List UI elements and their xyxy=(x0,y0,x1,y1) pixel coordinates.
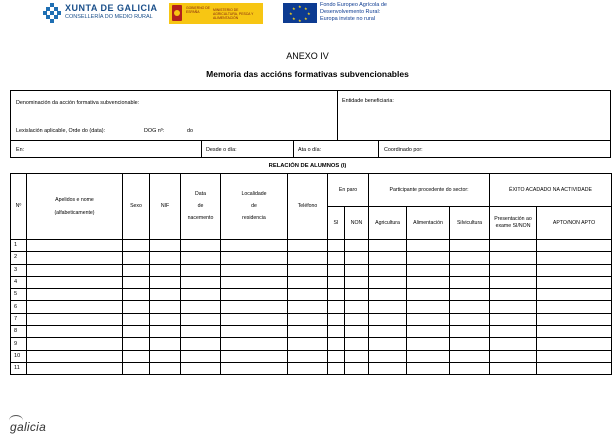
table-cell[interactable] xyxy=(288,350,328,362)
coordinado-label: Coordinado por: xyxy=(384,147,423,153)
table-cell[interactable] xyxy=(221,289,288,301)
header-en-paro: En paro xyxy=(328,174,369,207)
table-cell[interactable] xyxy=(345,240,369,252)
table-cell[interactable] xyxy=(345,252,369,264)
table-cell[interactable] xyxy=(123,289,150,301)
header-nif: NIF xyxy=(150,174,181,240)
table-cell[interactable] xyxy=(123,240,150,252)
table-cell[interactable] xyxy=(328,313,345,325)
header-sexo: Sexo xyxy=(123,174,150,240)
table-row xyxy=(11,289,612,301)
table-cell[interactable] xyxy=(450,362,490,374)
table-cell[interactable] xyxy=(123,338,150,350)
feader-line-2: Desenvolvemento Rural: xyxy=(320,9,381,15)
table-cell[interactable] xyxy=(328,240,345,252)
table-cell[interactable] xyxy=(345,289,369,301)
table-cell[interactable] xyxy=(181,264,221,276)
row-number: 4 xyxy=(11,276,27,288)
table-cell[interactable] xyxy=(181,362,221,374)
feader-line-3: Europa inviste no rural xyxy=(320,16,376,22)
table-cell[interactable] xyxy=(490,338,537,350)
table-cell[interactable] xyxy=(221,338,288,350)
table-cell[interactable] xyxy=(27,264,123,276)
table-cell[interactable] xyxy=(537,301,612,313)
table-cell[interactable] xyxy=(450,276,490,288)
table-cell[interactable] xyxy=(328,301,345,313)
table-cell[interactable] xyxy=(27,240,123,252)
header-data-1: Data xyxy=(195,191,206,197)
table-cell[interactable] xyxy=(221,264,288,276)
table-cell[interactable] xyxy=(328,362,345,374)
table-cell[interactable] xyxy=(450,301,490,313)
table-row xyxy=(11,264,612,276)
table-cell[interactable] xyxy=(150,362,181,374)
table-cell[interactable] xyxy=(450,326,490,338)
table-cell[interactable] xyxy=(123,326,150,338)
table-cell[interactable] xyxy=(181,338,221,350)
en-label: En: xyxy=(16,147,25,153)
entidade-label: Entidade beneficiaria: xyxy=(342,98,394,104)
table-cell[interactable] xyxy=(123,264,150,276)
row-number: 7 xyxy=(11,313,27,325)
table-cell[interactable] xyxy=(345,350,369,362)
row-number: 10 xyxy=(11,350,27,362)
table-cell[interactable] xyxy=(181,240,221,252)
table-cell[interactable] xyxy=(450,252,490,264)
table-cell[interactable] xyxy=(150,338,181,350)
feader-text xyxy=(320,2,387,23)
en-field[interactable] xyxy=(10,140,202,158)
table-cell[interactable] xyxy=(221,301,288,313)
table-cell[interactable] xyxy=(490,240,537,252)
table-cell[interactable] xyxy=(537,313,612,325)
galicia-logo: galicia xyxy=(10,420,47,434)
table-cell[interactable] xyxy=(407,301,450,313)
students-table xyxy=(10,173,612,375)
gobierno-logo xyxy=(169,3,263,24)
table-cell[interactable] xyxy=(181,301,221,313)
header-alimentacion: Alimentación xyxy=(407,207,450,240)
table-row xyxy=(11,252,612,264)
header-n: Nº xyxy=(11,174,27,240)
table-cell[interactable] xyxy=(369,313,407,325)
feader-line-1: Fondo Europeo Agrícola de xyxy=(320,2,387,8)
table-cell[interactable] xyxy=(328,326,345,338)
table-cell[interactable] xyxy=(369,326,407,338)
table-cell[interactable] xyxy=(407,326,450,338)
table-cell[interactable] xyxy=(27,276,123,288)
table-cell[interactable] xyxy=(221,252,288,264)
table-cell[interactable] xyxy=(150,326,181,338)
table-cell[interactable] xyxy=(407,313,450,325)
table-cell[interactable] xyxy=(490,362,537,374)
table-cell[interactable] xyxy=(123,362,150,374)
table-cell[interactable] xyxy=(288,326,328,338)
table-cell[interactable] xyxy=(150,350,181,362)
row-number: 3 xyxy=(11,264,27,276)
table-cell[interactable] xyxy=(369,289,407,301)
table-cell[interactable] xyxy=(181,350,221,362)
table-cell[interactable] xyxy=(369,240,407,252)
header-apelidos-sub: (alfabeticamente) xyxy=(54,209,95,216)
table-cell[interactable] xyxy=(288,264,328,276)
row-number: 11 xyxy=(11,362,27,374)
table-cell[interactable] xyxy=(27,313,123,325)
table-cell[interactable] xyxy=(123,313,150,325)
ministerio-text: MINISTERIO DE AGRICULTURA, PESCA Y ALIMENTACIÓN xyxy=(213,8,254,20)
table-cell[interactable] xyxy=(328,338,345,350)
row-number: 1 xyxy=(11,240,27,252)
header-localidade-2: de xyxy=(251,203,257,209)
header-telefono: Teléfono xyxy=(288,174,328,240)
table-cell[interactable] xyxy=(490,289,537,301)
table-row xyxy=(11,326,612,338)
header-presentacion: Presentación ao exame SI/NON xyxy=(490,207,537,240)
table-cell[interactable] xyxy=(490,350,537,362)
table-cell[interactable] xyxy=(150,264,181,276)
header-silvicultura: Silvicultura xyxy=(450,207,490,240)
table-cell[interactable] xyxy=(345,301,369,313)
table-body xyxy=(11,240,612,375)
table-cell[interactable] xyxy=(450,350,490,362)
table-cell[interactable] xyxy=(407,252,450,264)
xunta-subtitle: CONSELLERÍA DO MEDIO RURAL xyxy=(65,14,153,20)
row-number: 5 xyxy=(11,289,27,301)
table-cell[interactable] xyxy=(221,326,288,338)
header-agricultura: Agricultura xyxy=(369,207,407,240)
table-cell[interactable] xyxy=(369,338,407,350)
table-cell[interactable] xyxy=(345,276,369,288)
table-cell[interactable] xyxy=(150,289,181,301)
table-row xyxy=(11,362,612,374)
table-cell[interactable] xyxy=(407,264,450,276)
table-cell[interactable] xyxy=(328,289,345,301)
table-cell[interactable] xyxy=(150,301,181,313)
header-localidade-1: Localidade xyxy=(241,191,267,197)
table-cell[interactable] xyxy=(450,240,490,252)
table-cell[interactable] xyxy=(288,289,328,301)
table-cell[interactable] xyxy=(407,338,450,350)
table-cell[interactable] xyxy=(407,362,450,374)
table-cell[interactable] xyxy=(150,276,181,288)
table-cell[interactable] xyxy=(345,338,369,350)
table-cell[interactable] xyxy=(345,326,369,338)
table-cell[interactable] xyxy=(123,301,150,313)
table-cell[interactable] xyxy=(181,276,221,288)
table-cell[interactable] xyxy=(288,276,328,288)
table-cell[interactable] xyxy=(407,240,450,252)
dog-label: DOG nº: xyxy=(144,128,165,134)
header-data xyxy=(181,174,221,240)
table-cell[interactable] xyxy=(407,276,450,288)
table-row xyxy=(11,301,612,313)
table-cell[interactable] xyxy=(27,289,123,301)
table-cell[interactable] xyxy=(490,264,537,276)
table-cell[interactable] xyxy=(221,362,288,374)
row-number: 6 xyxy=(11,301,27,313)
table-cell[interactable] xyxy=(537,326,612,338)
header-apto: APTO/NON APTO xyxy=(537,207,612,240)
table-row xyxy=(11,240,612,252)
header-non: NON xyxy=(345,207,369,240)
header-data-3: nacemento xyxy=(187,215,214,221)
table-cell[interactable] xyxy=(221,350,288,362)
header-si: SI xyxy=(328,207,345,240)
header-exito: ÉXITO ACADADO NA ACTIVIDADE xyxy=(490,174,612,207)
table-cell[interactable] xyxy=(288,301,328,313)
table-cell[interactable] xyxy=(369,252,407,264)
table-cell[interactable] xyxy=(150,240,181,252)
table-cell[interactable] xyxy=(328,264,345,276)
table-cell[interactable] xyxy=(221,313,288,325)
table-cell[interactable] xyxy=(221,276,288,288)
table-cell[interactable] xyxy=(328,276,345,288)
header-data-2: de xyxy=(197,203,204,209)
table-cell[interactable] xyxy=(181,252,221,264)
table-cell[interactable] xyxy=(288,240,328,252)
table-cell[interactable] xyxy=(288,362,328,374)
table-cell[interactable] xyxy=(181,326,221,338)
table-title: RELACIÓN DE ALUMNOS (I) xyxy=(268,163,347,169)
table-cell[interactable] xyxy=(123,350,150,362)
table-cell[interactable] xyxy=(490,326,537,338)
table-cell[interactable] xyxy=(537,264,612,276)
table-row xyxy=(11,338,612,350)
table-cell[interactable] xyxy=(407,350,450,362)
spain-shield-icon xyxy=(172,5,182,21)
table-cell[interactable] xyxy=(288,313,328,325)
table-cell[interactable] xyxy=(450,264,490,276)
table-cell[interactable] xyxy=(345,264,369,276)
header-localidade xyxy=(221,174,288,240)
desde-field[interactable] xyxy=(201,140,294,158)
row-number: 8 xyxy=(11,326,27,338)
table-cell[interactable] xyxy=(288,338,328,350)
table-cell[interactable] xyxy=(181,289,221,301)
table-cell[interactable] xyxy=(490,252,537,264)
table-cell[interactable] xyxy=(221,240,288,252)
ata-field[interactable] xyxy=(293,140,379,158)
header-sector: Participante procedente do sector: xyxy=(369,174,490,207)
table-cell[interactable] xyxy=(27,338,123,350)
denominacion-label: Denominación da acción formativa subvencionable: xyxy=(16,100,140,106)
table-cell[interactable] xyxy=(369,301,407,313)
table-cell[interactable] xyxy=(490,301,537,313)
table-row xyxy=(11,313,612,325)
table-cell[interactable] xyxy=(181,313,221,325)
gobierno-text: GOBIERNO DE ESPAÑA xyxy=(186,6,210,14)
ata-label: Ata o día: xyxy=(298,147,322,153)
table-cell[interactable] xyxy=(450,313,490,325)
row-number: 2 xyxy=(11,252,27,264)
row-number: 9 xyxy=(11,338,27,350)
table-cell[interactable] xyxy=(537,276,612,288)
desde-label: Desde o día: xyxy=(206,147,237,153)
table-cell[interactable] xyxy=(123,276,150,288)
table-cell[interactable] xyxy=(123,252,150,264)
table-cell[interactable] xyxy=(150,313,181,325)
table-cell[interactable] xyxy=(345,313,369,325)
entidade-box[interactable] xyxy=(337,90,611,141)
table-cell[interactable] xyxy=(537,362,612,374)
document-title: Memoria das accións formativas subvencionables xyxy=(206,69,409,79)
table-cell[interactable] xyxy=(369,264,407,276)
table-cell[interactable] xyxy=(328,350,345,362)
table-cell[interactable] xyxy=(27,350,123,362)
header-apelidos-label: Apelidos e nome xyxy=(55,196,94,203)
table-cell[interactable] xyxy=(369,350,407,362)
table-cell[interactable] xyxy=(328,252,345,264)
table-cell[interactable] xyxy=(490,276,537,288)
table-cell[interactable] xyxy=(537,240,612,252)
annex-label: ANEXO IV xyxy=(286,51,329,61)
table-cell[interactable] xyxy=(27,252,123,264)
lexislacion-label: Lexislación aplicable, Orde do (data): xyxy=(16,128,105,134)
coordinado-field[interactable] xyxy=(378,140,611,158)
denominacion-box[interactable] xyxy=(10,90,338,141)
table-row xyxy=(11,276,612,288)
table-cell[interactable] xyxy=(537,338,612,350)
table-row xyxy=(11,350,612,362)
table-cell[interactable] xyxy=(369,276,407,288)
table-cell[interactable] xyxy=(537,350,612,362)
table-cell[interactable] xyxy=(27,301,123,313)
table-cell[interactable] xyxy=(450,338,490,350)
table-cell[interactable] xyxy=(150,252,181,264)
header-localidade-3: residencia xyxy=(242,215,266,221)
table-cell[interactable] xyxy=(27,326,123,338)
header-apelidos xyxy=(27,174,123,240)
table-cell[interactable] xyxy=(537,289,612,301)
table-cell[interactable] xyxy=(369,362,407,374)
eu-flag-icon: ★ ★ ★ ★ ★ ★ ★ ★ xyxy=(283,3,317,23)
xunta-logo xyxy=(43,3,163,25)
table-cell[interactable] xyxy=(27,362,123,374)
table-cell[interactable] xyxy=(288,252,328,264)
table-cell[interactable] xyxy=(450,289,490,301)
table-cell[interactable] xyxy=(407,289,450,301)
table-cell[interactable] xyxy=(537,252,612,264)
xunta-cross-icon xyxy=(43,3,61,23)
table-cell[interactable] xyxy=(490,313,537,325)
xunta-title: XUNTA DE GALICIA xyxy=(65,3,158,13)
table-cell[interactable] xyxy=(345,362,369,374)
do-label: do xyxy=(187,128,193,134)
